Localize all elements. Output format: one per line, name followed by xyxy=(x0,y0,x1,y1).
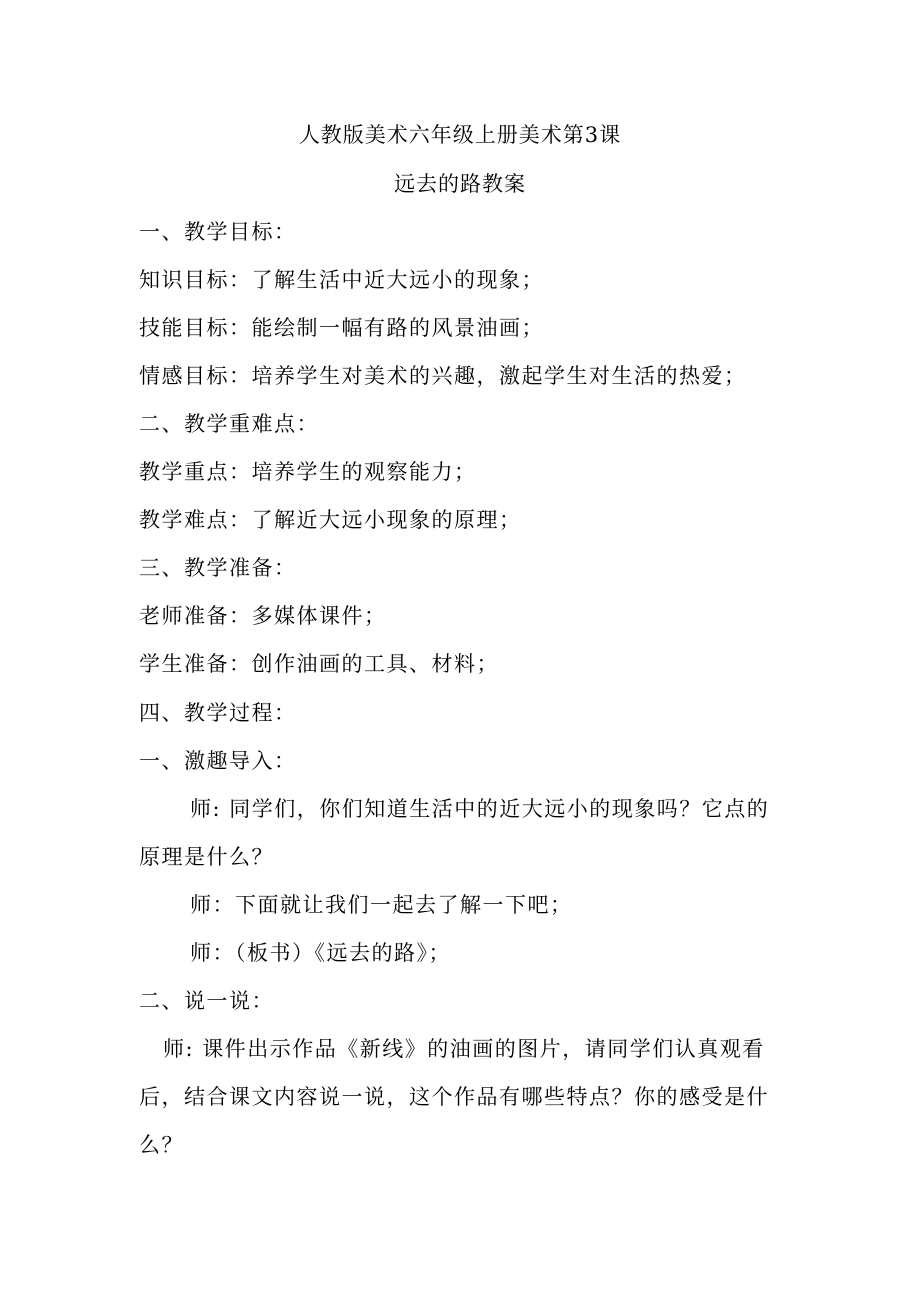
objective-skill: 技能目标：能绘制一幅有路的风景油画； xyxy=(139,316,544,340)
objective-knowledge: 知识目标：了解生活中近大远小的现象； xyxy=(139,268,544,292)
step-heading-discussion: 二、说一说： xyxy=(139,989,274,1013)
objective-emotion: 情感目标：培养学生对美术的兴趣，激起学生对生活的热爱； xyxy=(139,364,747,388)
paragraph-line: 原理是什么？ xyxy=(139,845,274,869)
paragraph-line: 师：下面就让我们一起去了解一下吧； xyxy=(190,893,573,917)
key-point: 教学重点：培养学生的观察能力； xyxy=(139,460,477,484)
document-subtitle: 远去的路教案 xyxy=(394,172,526,196)
preparation-student: 学生准备：创作油画的工具、材料； xyxy=(139,652,499,676)
section-heading-key-points: 二、教学重难点： xyxy=(139,412,319,436)
paragraph-line: 么？ xyxy=(139,1133,184,1157)
section-heading-objectives: 一、教学目标： xyxy=(139,220,297,244)
section-heading-process: 四、教学过程： xyxy=(139,701,297,725)
paragraph-line: 后，结合课文内容说一说，这个作品有哪些特点？你的感受是什 xyxy=(139,1085,769,1109)
paragraph-line: 师：（板书）《远去的路》； xyxy=(190,941,451,965)
paragraph-line: 师: 课件出示作品《新线》的油画的图片，请同学们认真观看 xyxy=(163,1037,765,1061)
preparation-teacher: 老师准备：多媒体课件； xyxy=(139,604,387,628)
document-title: 人教版美术六年级上册美术第3课 xyxy=(298,123,622,147)
difficulty-point: 教学难点：了解近大远小现象的原理； xyxy=(139,508,522,532)
step-heading-introduction: 一、激趣导入： xyxy=(139,749,297,773)
section-heading-preparation: 三、教学准备： xyxy=(139,556,297,580)
paragraph-line: 师: 同学们，你们知道生活中的近大远小的现象吗？它点的 xyxy=(190,797,770,821)
